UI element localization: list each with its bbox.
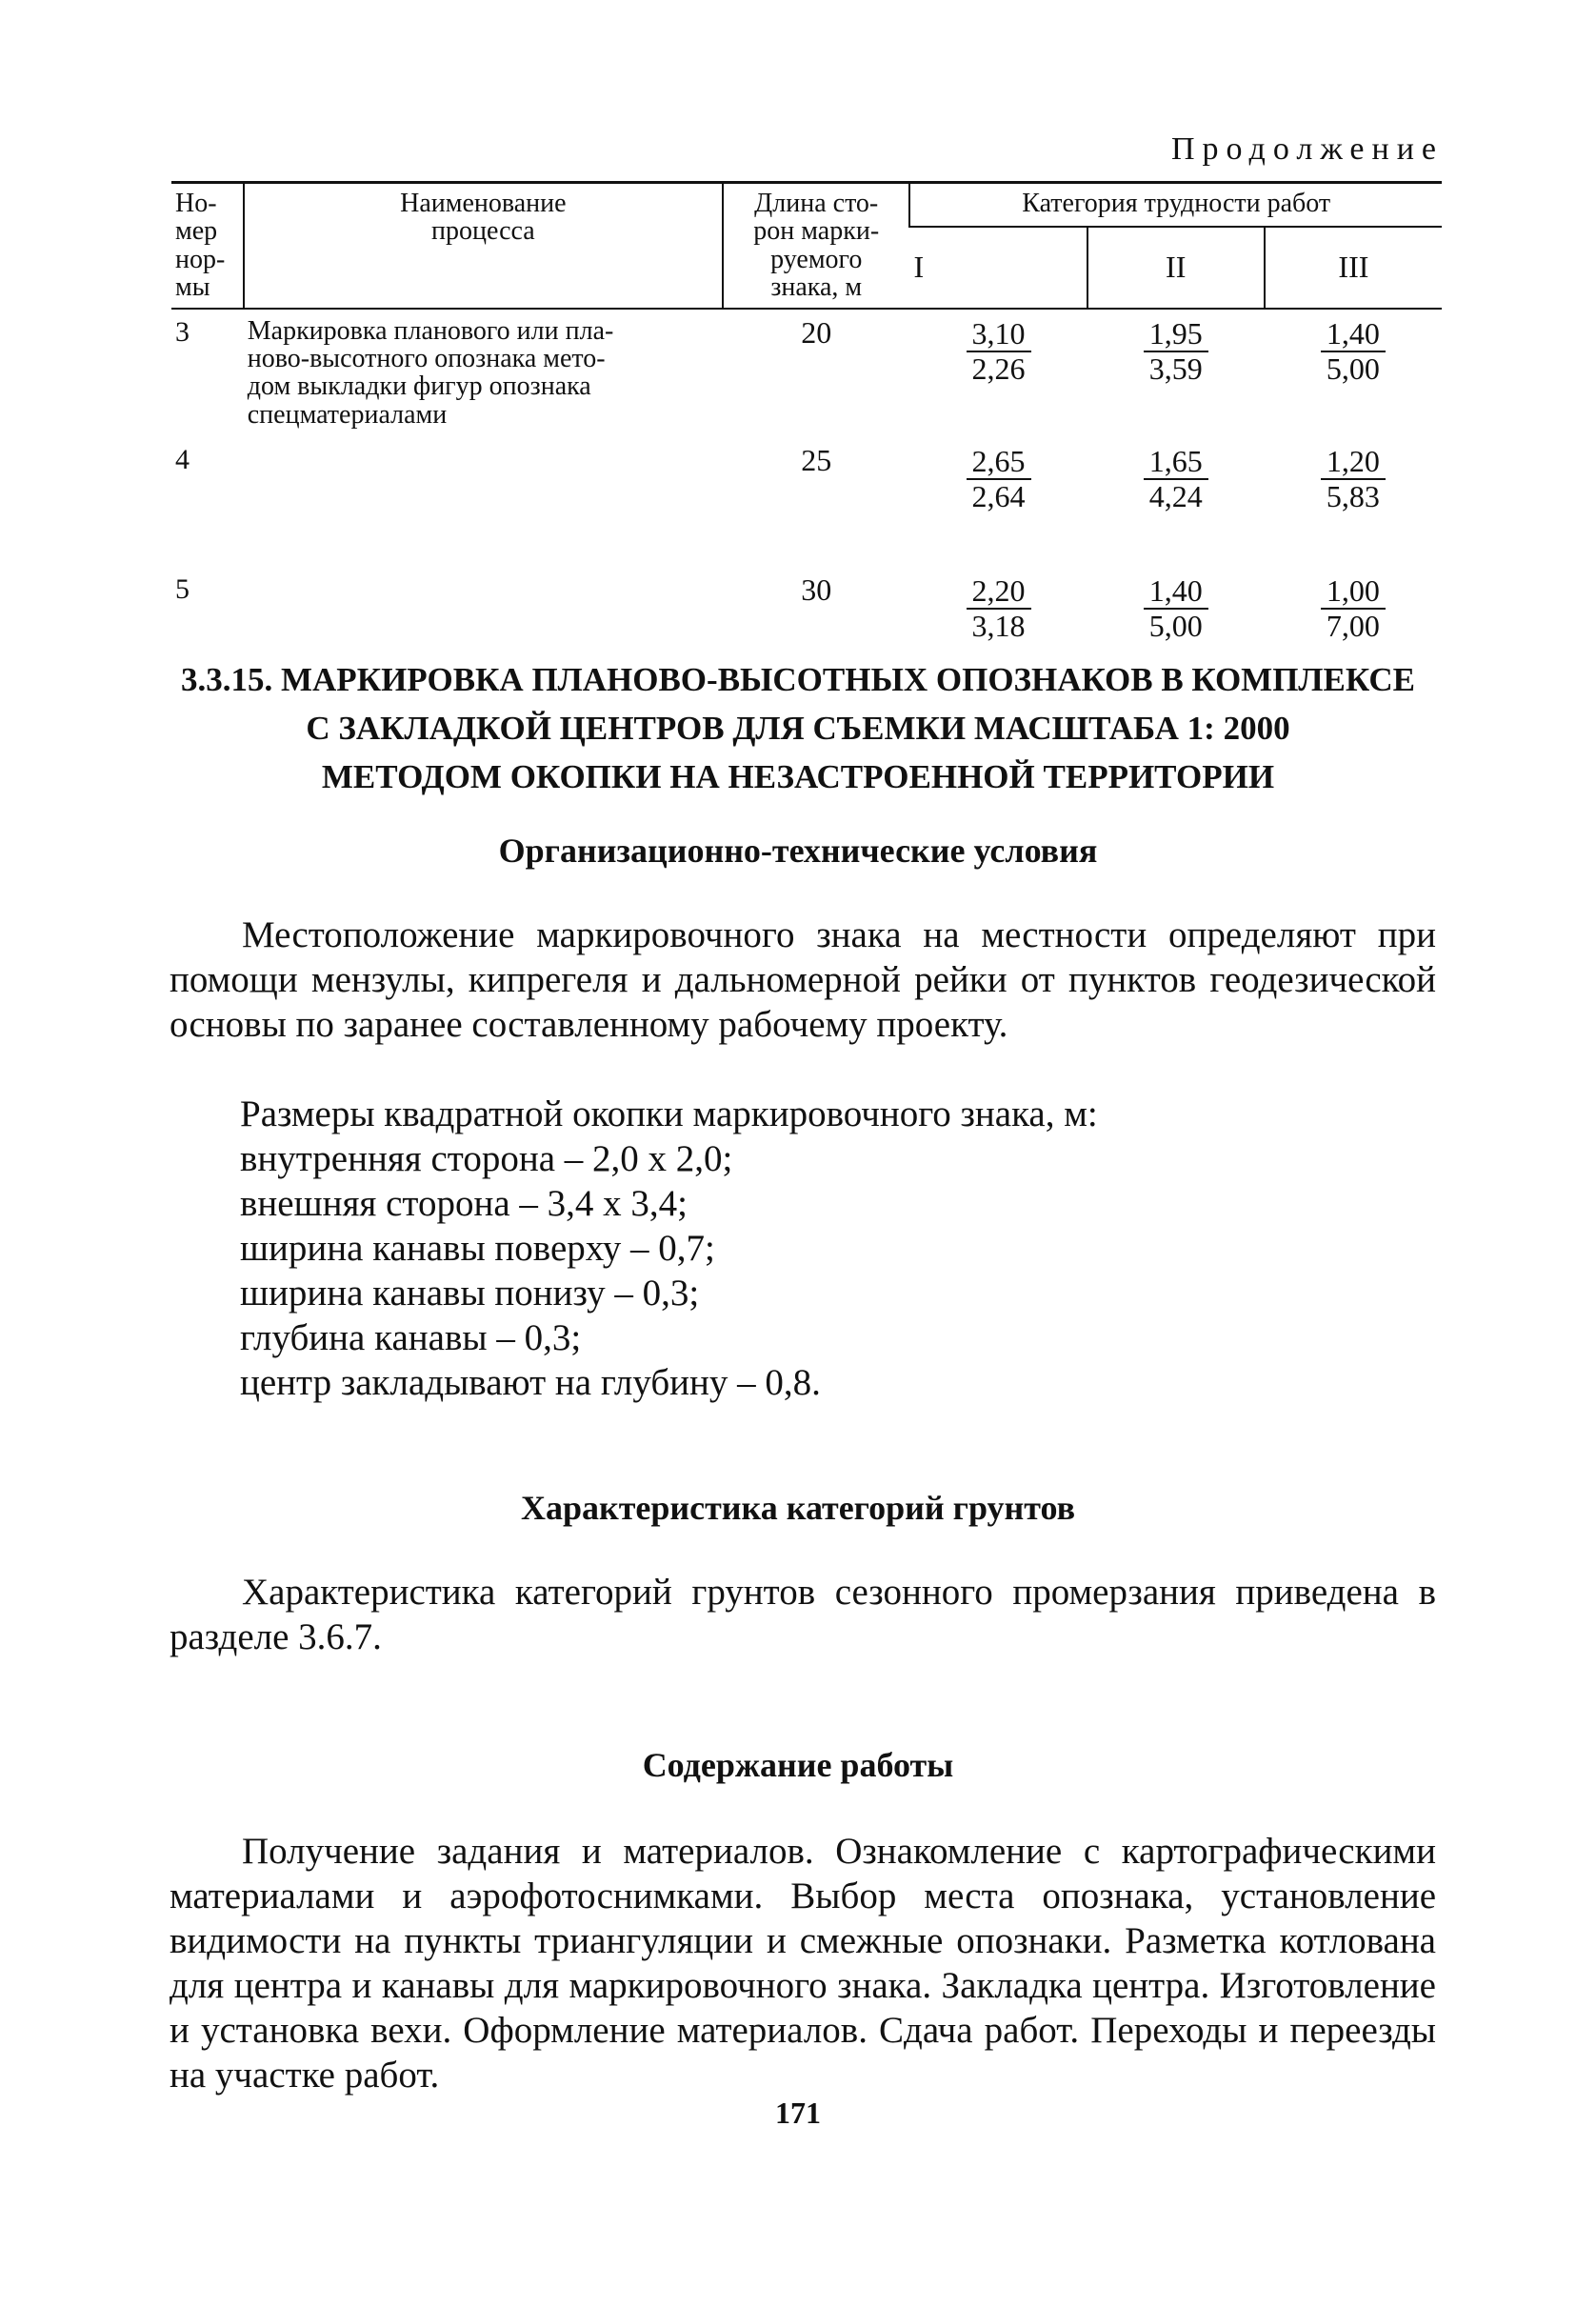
category-2-value: $\frac{1,65}{4,24}$ [1087, 412, 1265, 552]
norms-table [171, 181, 1442, 670]
header-norm-number: Но- мер нор- мы [171, 183, 244, 309]
header-category-group: Категория трудности работ [909, 183, 1442, 227]
row-number: 3 [175, 315, 190, 348]
side-length-value: 20 [801, 314, 832, 350]
org-conditions-paragraph: Местоположение маркировочного знака на местности определяют при помощи мензулы, кипрегеля и дальномерной рейки от пунктов геодезической основы по заранее составленному рабочему проекту. [170, 914, 1436, 1045]
category-1-value: $\frac{2,20}{3,18}$ [909, 552, 1087, 670]
size-item: ширина канавы понизу – 0,3; [240, 1273, 700, 1314]
page-number: 171 [775, 2096, 821, 2130]
category-3-value: $\frac{1,40}{5,00}$ [1265, 309, 1442, 412]
work-content-paragraph: Получение задания и материалов. Ознакомление с картографическими материалами и аэрофотоснимками. Выбор места опознака, установление видимости на пункты триангуляции и смежные опознаки. Разметка котлована для центра и канавы для маркировочного знака. Закладка центра. Изготовление и установка вехи. Оформление материалов. Сдача работ. Переходы и переезды на участке работ. [170, 1831, 1436, 2096]
table-row [171, 309, 1442, 412]
process-name-cell-empty [244, 552, 723, 670]
table-row [171, 552, 1442, 670]
category-1-value: $\frac{3,10}{2,26}$ [909, 309, 1087, 412]
size-item: ширина канавы поверху – 0,7; [240, 1228, 715, 1269]
soil-categories-paragraph: Характеристика категорий грунтов сезонного промерзания приведена в разделе 3.6.7. [170, 1572, 1436, 1657]
size-item: внешняя сторона – 3,4 х 3,4; [240, 1183, 688, 1224]
sizes-intro: Размеры квадратной окопки маркировочного знака, м: [240, 1093, 1098, 1134]
category-3-value: $\frac{1,00}{7,00}$ [1265, 552, 1442, 670]
size-item: глубина канавы – 0,3; [240, 1317, 582, 1358]
row-number: 4 [175, 443, 190, 475]
section-title: 3.3.15. МАРКИРОВКА ПЛАНОВО-ВЫСОТНЫХ ОПОЗНАКОВ В КОМПЛЕКСЕ С ЗАКЛАДКОЙ ЦЕНТРОВ ДЛЯ СЪЕМКИ МАСШТАБА 1: 2000 МЕТОДОМ ОКОПКИ НА НЕЗАСТРОЕННОЙ ТЕРРИТОРИИ [181, 661, 1415, 795]
category-2-value: $\frac{1,40}{5,00}$ [1087, 552, 1265, 670]
org-conditions-heading: Организационно-технические условия [498, 832, 1098, 870]
continuation-label: Продолжение [1170, 131, 1444, 167]
header-category-2: II [1087, 227, 1265, 309]
side-length-value: 30 [801, 572, 832, 607]
header-process-name: Наименование процесса [244, 183, 723, 309]
soil-categories-heading: Характеристика категорий грунтов [520, 1489, 1076, 1527]
size-item: внутренняя сторона – 2,0 х 2,0; [240, 1138, 733, 1179]
header-category-1: I [909, 227, 1087, 309]
category-1-value: $\frac{2,65}{2,64}$ [909, 412, 1087, 552]
category-2-value: $\frac{1,95}{3,59}$ [1087, 309, 1265, 412]
process-name-cell: Маркировка планового или пла- ново-высотного опознака мето- дом выкладки фигур опознака спецматериалами [247, 315, 614, 430]
size-item: центр закладывают на глубину – 0,8. [240, 1362, 821, 1403]
row-number: 5 [175, 572, 190, 605]
category-3-value: $\frac{1,20}{5,83}$ [1265, 412, 1442, 552]
header-side-length: Длина сто- рон марки- руемого знака, м [723, 183, 909, 309]
work-content-heading: Содержание работы [642, 1746, 954, 1784]
side-length-value: 25 [801, 442, 832, 477]
table-header-row [171, 183, 1442, 227]
header-category-3: III [1265, 227, 1442, 309]
